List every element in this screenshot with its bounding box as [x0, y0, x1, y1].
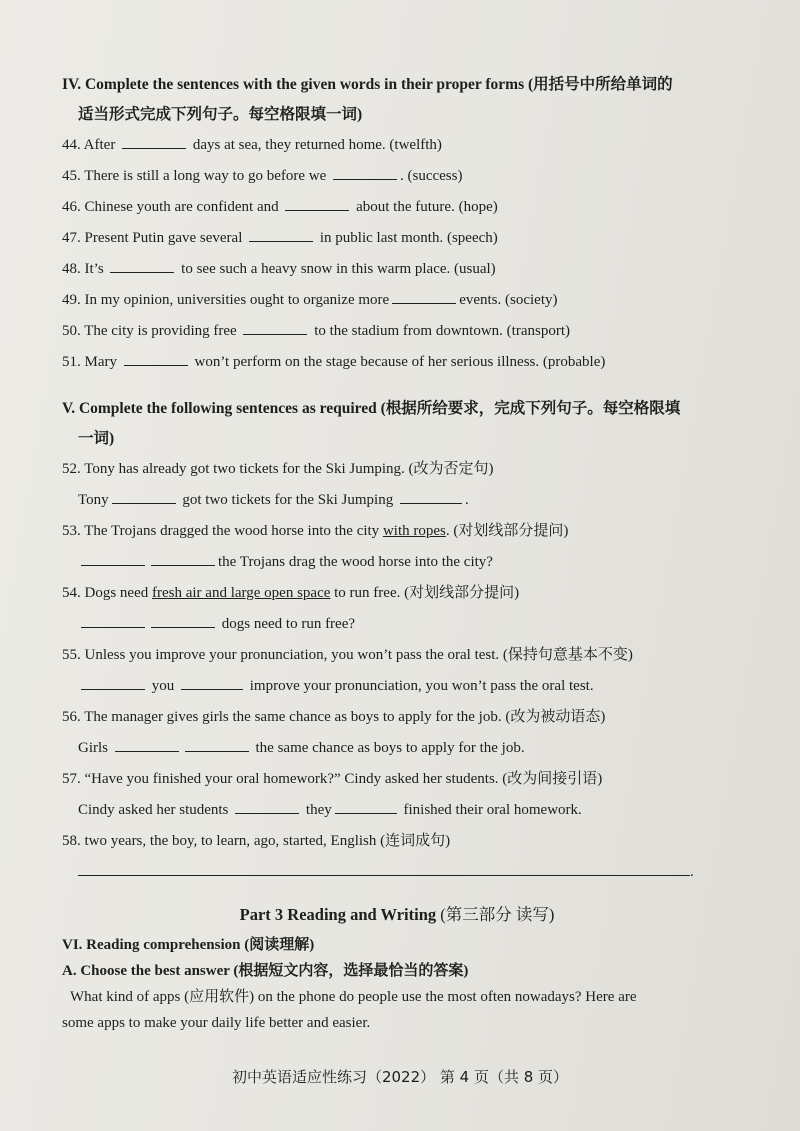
answer-blank[interactable] — [112, 502, 176, 504]
prompt-text: 53. The Trojans dragged the wood horse into the city — [62, 523, 383, 539]
question-text: . (success) — [400, 168, 463, 184]
answer-blank[interactable] — [81, 688, 145, 690]
page-content — [62, 70, 732, 1036]
answer-blank[interactable] — [81, 626, 145, 628]
section-v-title — [62, 394, 732, 454]
question-52-prompt: 52. Tony has already got two tickets for the Ski Jumping. (改为否定句) — [62, 461, 494, 477]
question-45 — [62, 161, 732, 192]
section-iv-title-line2: 适当形式完成下列句子。每空格限填一词) — [78, 106, 363, 123]
section-vi-title: VI. Reading comprehension (阅读理解) — [62, 937, 315, 953]
part-3-cn: (第三部分 读写) — [440, 905, 555, 924]
question-58-answer — [62, 857, 732, 888]
answer-blank[interactable] — [124, 364, 188, 366]
answer-text: finished their oral homework. — [399, 802, 582, 818]
answer-line[interactable] — [78, 859, 690, 876]
question-text: 49. In my opinion, universities ought to organize more — [62, 292, 390, 308]
question-text: to see such a heavy snow in this warm place. (usual) — [177, 261, 496, 277]
answer-blank[interactable] — [115, 750, 179, 752]
answer-text: Tony — [78, 492, 109, 508]
question-text: 50. The city is providing free — [62, 323, 241, 339]
prompt-text: . (对划线部分提问) — [445, 523, 569, 539]
answer-blank[interactable] — [81, 564, 145, 566]
prompt-text: 54. Dogs need — [62, 585, 152, 601]
answer-blank[interactable] — [181, 688, 243, 690]
answer-text: Girls — [78, 740, 112, 756]
answer-blank[interactable] — [122, 147, 186, 149]
answer-blank[interactable] — [335, 812, 397, 814]
question-text: won’t perform on the stage because of her serious illness. (probable) — [190, 354, 606, 370]
question-54-answer — [62, 609, 732, 640]
question-51 — [62, 347, 732, 378]
question-53-answer — [62, 547, 732, 578]
section-vi-sub-a: A. Choose the best answer (根据短文内容，选择最恰当的答案) — [62, 963, 469, 979]
question-text: to the stadium from downtown. (transport) — [310, 323, 570, 339]
answer-blank[interactable] — [249, 240, 313, 242]
answer-text: Cindy asked her students — [78, 802, 233, 818]
reading-paragraph-line2: some apps to make your daily life better and easier. — [62, 1015, 371, 1031]
answer-text: . — [690, 864, 694, 880]
answer-text: dogs need to run free? — [218, 616, 356, 632]
question-48 — [62, 254, 732, 285]
reading-paragraph-line1: What kind of apps (应用软件) on the phone do people use the most often nowadays? Here are — [70, 989, 637, 1005]
section-v-title-line2: 一词) — [78, 430, 115, 447]
question-56-answer — [62, 733, 732, 764]
question-text: days at sea, they returned home. (twelfth) — [189, 137, 442, 153]
section-iv-questions — [62, 130, 732, 378]
answer-blank[interactable] — [243, 333, 307, 335]
question-text: about the future. (hope) — [352, 199, 498, 215]
page-footer: 初中英语适应性练习（2022） 第 4 页（共 8 页） — [231, 1068, 569, 1086]
question-55-answer — [62, 671, 732, 702]
prompt-text: to run free. (对划线部分提问) — [330, 585, 520, 601]
section-v-title-line1: V. Complete the following sentences as required (根据所给要求，完成下列句子。每空格限填 — [62, 400, 681, 417]
answer-blank[interactable] — [110, 271, 174, 273]
answer-blank[interactable] — [151, 564, 215, 566]
question-53-prompt — [62, 516, 732, 547]
answer-text: they — [302, 802, 332, 818]
part-3-heading — [62, 898, 732, 932]
underlined-part: with ropes — [382, 523, 446, 539]
answer-text: the same chance as boys to apply for the job. — [251, 740, 525, 756]
question-57-prompt: 57. “Have you finished your oral homework?” Cindy asked her students. (改为间接引语) — [62, 771, 603, 787]
question-52-answer — [62, 485, 732, 516]
answer-blank[interactable] — [392, 302, 456, 304]
question-49 — [62, 285, 732, 316]
question-text: 51. Mary — [62, 354, 121, 370]
question-text: 48. It’s — [62, 261, 108, 277]
question-56-prompt: 56. The manager gives girls the same chance as boys to apply for the job. (改为被动语态) — [62, 709, 606, 725]
question-text: 44. After — [62, 137, 120, 153]
section-iv-title — [62, 70, 732, 130]
question-50 — [62, 316, 732, 347]
question-47 — [62, 223, 732, 254]
question-58-prompt: 58. two years, the boy, to learn, ago, started, English (连词成句) — [62, 833, 451, 849]
question-text: 45. There is still a long way to go before we — [62, 168, 330, 184]
question-57-answer — [62, 795, 732, 826]
answer-blank[interactable] — [185, 750, 249, 752]
question-44 — [62, 130, 732, 161]
question-text: events. (society) — [459, 292, 558, 308]
answer-text: you — [148, 678, 178, 694]
question-text: 47. Present Putin gave several — [62, 230, 247, 246]
question-54-prompt — [62, 578, 732, 609]
question-46 — [62, 192, 732, 223]
answer-blank[interactable] — [285, 209, 349, 211]
question-55-prompt: 55. Unless you improve your pronunciation, you won’t pass the oral test. (保持句意基本不变) — [62, 647, 633, 663]
answer-blank[interactable] — [151, 626, 215, 628]
answer-blank[interactable] — [235, 812, 299, 814]
part-3-en: Part 3 Reading and Writing — [239, 905, 441, 924]
answer-blank[interactable] — [333, 178, 397, 180]
answer-text: improve your pronunciation, you won’t pass the oral test. — [246, 678, 594, 694]
question-text: in public last month. (speech) — [316, 230, 498, 246]
question-text: 46. Chinese youth are confident and — [62, 199, 283, 215]
answer-text: got two tickets for the Ski Jumping — [178, 492, 397, 508]
answer-text: . — [464, 492, 469, 508]
answer-blank[interactable] — [400, 502, 462, 504]
underlined-part: fresh air and large open space — [152, 585, 331, 601]
section-iv-title-line1: IV. Complete the sentences with the given words in their proper forms (用括号中所给单词的 — [62, 76, 673, 93]
answer-text: the Trojans drag the wood horse into the city? — [218, 554, 493, 570]
